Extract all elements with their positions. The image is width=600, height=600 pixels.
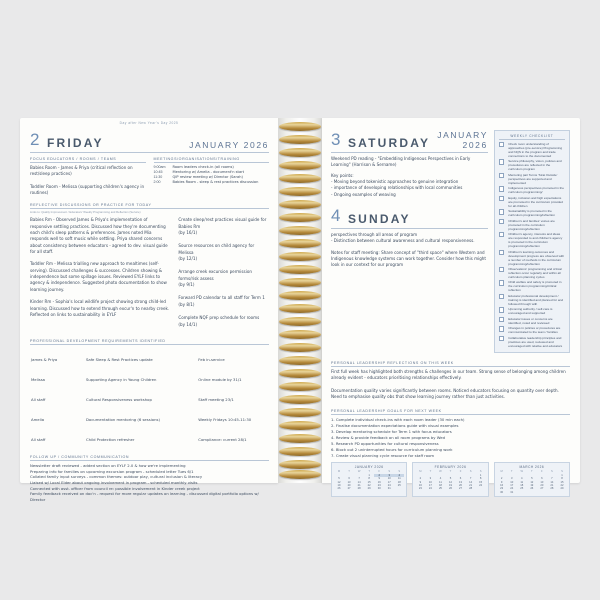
calendar-day[interactable]: 12 [337, 480, 341, 484]
calendar-day[interactable]: 25 [520, 487, 524, 491]
pd-cell-staff: Amelia [31, 416, 45, 422]
calendar-day[interactable]: 9 [378, 477, 380, 481]
calendar-day[interactable]: 10 [510, 480, 514, 484]
action-item-title: Arrange creek excursion permission forms/risk assess [178, 269, 252, 281]
goals-section [331, 409, 570, 458]
calendar-day[interactable]: 7 [358, 477, 360, 481]
calendar-day[interactable]: 31 [387, 487, 391, 491]
mini-calendar-march[interactable] [494, 462, 570, 497]
checklist-item[interactable] [499, 326, 565, 334]
checklist-label: Check room understanding of approaches (pre-service) Programming and NQS in the program and trade connections to the documented [508, 142, 563, 159]
action-item-meta: (by 8/1) [178, 301, 195, 307]
calendar-day[interactable]: 28 [469, 487, 473, 491]
calendar-week-row [497, 491, 567, 494]
left-page [20, 118, 278, 502]
saturday-note: Key points: [331, 172, 354, 178]
saturday-note: Weekend PD reading - "Embedding Indigenous Perspectives in Early Learning" (Harrison & Sername) [331, 156, 471, 168]
checklist-item[interactable] [499, 173, 565, 185]
action-item [178, 243, 269, 262]
calendar-day [517, 491, 527, 494]
focus-header: FOCUS EDUCATORS / ROOMS / TEAMS [30, 157, 146, 163]
reflective-note-1: Babies Rm - Observed James & Priya's implementation of responsive settling practices. Discussed how they're documenting each child's sleep patterns & preferences. James noted Mia responds well to soft music while settling. Priya shared concerns about consistency between educators - agreed to dev. visual guide for all staff. [30, 217, 168, 255]
calendar-day[interactable]: 15 [560, 480, 564, 484]
pd-header: PROFESSIONAL DEVELOPMENT REQUIREMENTS IDENTIFIED [30, 339, 269, 345]
action-item-title: Complete NQF prep schedule for rooms [178, 315, 260, 321]
checklist-item[interactable] [499, 186, 565, 194]
calendar-day[interactable]: 2 [374, 474, 384, 477]
calendar-dow: W [357, 470, 361, 474]
calendar-day[interactable]: 4 [521, 477, 523, 481]
checklist-label: Sustainability is promoted in the curriculum programming/reflection [508, 209, 555, 218]
calendar-day[interactable]: 27 [459, 487, 463, 491]
calendar-dow: T [429, 470, 432, 474]
schedule-list [154, 165, 270, 184]
checklist-label: Child welfare and safety is promoted in the curriculum programming/critical reflection [508, 280, 562, 293]
calendar-day[interactable]: 23 [500, 487, 504, 491]
weekly-checklist-header: WEEKLY CHECKLIST [499, 134, 565, 140]
schedule-text: QIP review meeting w/ Director (Sarah) [172, 175, 243, 179]
saturday-header [331, 130, 488, 150]
calendar-day[interactable]: 16 [377, 480, 381, 484]
checklist-label: Observations' programming and critical reflection occur regularly and within all curriculum planning cycles [508, 266, 562, 279]
calendar-day[interactable]: 23 [418, 487, 422, 491]
calendar-dow: T [449, 470, 452, 474]
calendar-day[interactable]: 21 [550, 483, 554, 487]
reflections-section [331, 361, 570, 400]
goal-item: 2. Finalise documentation expectations guide with visual examples [331, 423, 459, 429]
calendar-day [547, 491, 557, 494]
sunday-day-name: SUNDAY [347, 212, 411, 227]
calendar-day[interactable]: 26 [448, 487, 452, 491]
reflective-columns [30, 217, 269, 330]
saturday-note: - Moving beyond tokenistic approaches to genuine integration [331, 179, 459, 185]
reflective-section [30, 203, 269, 330]
calendar-day[interactable]: 1 [479, 473, 482, 477]
pd-table-row [30, 427, 269, 447]
action-item-title: Source resources on child agency for Melissa [178, 243, 255, 255]
sunday-day-number: 4 [331, 206, 341, 226]
schedule-time: 2:00 [153, 180, 161, 184]
sunday-note: - Distinction between cultural awareness and cultural responsiveness. [331, 238, 475, 244]
checkbox-icon[interactable] [499, 159, 504, 164]
checklist-item[interactable] [499, 280, 565, 292]
community-header: FOLLOW UP / COMMUNITY COMMUNICATION [30, 455, 269, 461]
checkbox-icon[interactable] [499, 196, 504, 201]
header-rule [30, 152, 269, 153]
pd-table-row [30, 407, 269, 427]
calendar-day[interactable]: 18 [520, 483, 524, 487]
checklist-label: Changes in policies or procedures are communicated to the team / families [508, 326, 561, 335]
right-page-content [322, 118, 580, 494]
calendar-day[interactable]: 20 [347, 483, 351, 487]
checkbox-icon[interactable] [499, 142, 504, 147]
reflective-note-3: Kinder Rm - Sophia's local wildlife project showing strong child-led learning. Discussed how to extend through excur'n to nearby creek. Reflected on links to sustainability in EYLF [30, 299, 170, 317]
calendar-day[interactable]: 28 [357, 487, 361, 491]
calendar-day[interactable]: 15 [479, 480, 483, 484]
calendar-day[interactable]: 10 [428, 480, 432, 484]
day-name: FRIDAY [46, 136, 104, 150]
mini-calendar-february[interactable] [412, 462, 488, 497]
checklist-label: Equity, inclusion and high expectations are promoted in the curriculum provided for all children [508, 195, 563, 208]
reflective-header: REFLECTIVE DISCUSSIONS OR PRACTICE FOR TODAY [30, 203, 269, 209]
calendar-day[interactable]: 22 [479, 483, 483, 487]
calendar-day[interactable]: 21 [469, 483, 473, 487]
calendar-day[interactable]: 11 [520, 480, 524, 484]
left-page-content [20, 118, 278, 502]
goal-item: 7. Create visual planning cycle resource for staff room [331, 452, 435, 458]
calendar-dow: F [459, 470, 462, 474]
calendar-dow: T [368, 470, 370, 474]
pd-cell-timeline: Compliance: current 28/1 [198, 436, 247, 442]
calendar-day[interactable]: 16 [500, 483, 504, 487]
checkbox-icon[interactable] [499, 209, 504, 214]
schedule-time: 9:00am [153, 165, 166, 169]
calendar-day[interactable]: 13 [347, 480, 351, 484]
community-note: Preparing info for families on upcoming excursion program - scheduled letter Tues 6/1 [30, 468, 194, 474]
reflections-paragraph: Documentation quality varies significantly between rooms. Noticed educators focusing on quantity over depth. Need to emphasise quality obs that show learning journey rather than just activities. [331, 387, 559, 399]
checklist-item[interactable] [499, 196, 565, 208]
calendar-day[interactable]: 22 [367, 483, 371, 487]
calendar-day[interactable]: 30 [500, 490, 504, 494]
calendar-day[interactable]: 24 [387, 483, 391, 487]
calendar-day[interactable]: 9 [500, 480, 503, 484]
sunday-note: perspectives through all areas of program [331, 232, 418, 238]
calendar-day[interactable]: 10 [387, 477, 391, 481]
reflective-note-2: Toddler Rm - Melissa trialling new approach to mealtimes (self-serving). Discussed challenges & successes. Children showing & independence but some spillage issues. Reviewed EYLF links to agency & independence. Suggested photo documentation to show learning journey. [30, 261, 167, 292]
calendar-dow: S [551, 470, 553, 474]
calendar-day[interactable]: 27 [347, 487, 351, 491]
checkbox-icon[interactable] [499, 336, 504, 341]
calendar-day [476, 487, 486, 490]
action-item-meta: (by 12/1) [178, 256, 198, 262]
calendar-day[interactable]: 9 [419, 480, 422, 484]
action-items-column [178, 217, 269, 330]
pd-cell-timeline: Weekly Fridays 10:45-11:30 [198, 416, 252, 422]
calendar-day[interactable]: 17 [387, 480, 391, 484]
checkbox-icon[interactable] [499, 307, 504, 312]
checkbox-icon[interactable] [499, 267, 504, 272]
checklist-label: Collaborative leadership principles and practices are used, reviewed and encouraged with relative and educators [508, 335, 563, 348]
schedule-time: 10:45 [153, 170, 163, 174]
weekly-checklist-panel [494, 130, 570, 353]
calendar-month-label: JANUARY 2026 [354, 465, 384, 470]
calendar-day[interactable]: 4 [439, 477, 442, 481]
checklist-item[interactable] [499, 219, 565, 231]
calendar-dow: S [388, 470, 391, 474]
goals-header: PERSONAL LEADERSHIP GOALS FOR NEXT WEEK [331, 409, 570, 415]
sunday-header [331, 206, 488, 226]
calendar-day[interactable]: 11 [397, 477, 401, 481]
planner-spread [20, 118, 580, 502]
calendar-day[interactable]: 17 [428, 483, 432, 487]
schedule-row [154, 180, 270, 184]
calendar-day [527, 491, 537, 494]
calendar-day[interactable]: 29 [367, 487, 371, 491]
goal-item: 6. Block out 2 uninterrupted hours for curriculum planning work [331, 446, 453, 452]
action-item-meta: (by 9/1) [178, 282, 195, 288]
checklist-item[interactable] [499, 267, 565, 279]
pd-table-row [30, 387, 269, 407]
checkbox-icon[interactable] [499, 280, 504, 285]
pd-col-staff: James & Priya [31, 356, 58, 362]
checklist-item[interactable] [499, 294, 565, 306]
calendar-day[interactable]: 15 [367, 480, 371, 484]
checklist-item[interactable] [499, 250, 565, 266]
calendar-day[interactable]: 8 [368, 477, 370, 481]
month-year: JANUARY 2026 [189, 140, 269, 150]
pd-cell-staff: All staff [31, 436, 46, 442]
spiral-binding [278, 118, 322, 483]
saturday-day-number: 3 [331, 130, 341, 149]
schedule-row [154, 165, 270, 169]
reflective-subheader: Links to: Quality Improvement / Educators' Weekly Programming and Reflection (Service) [30, 210, 141, 215]
calendar-grid [497, 470, 567, 494]
checklist-label: Educator professional development / training is identified and planned for and followed through with [508, 293, 564, 306]
calendar-week-row [415, 487, 485, 490]
schedule-row [154, 175, 270, 179]
checklist-item[interactable] [499, 317, 565, 325]
checklist-label: Children's agency, interests and ideas are responded to and children's agency is promoted in the curriculum programming/reflection [508, 232, 563, 249]
mini-calendar-january[interactable] [331, 462, 407, 497]
banner-text: Day after New Year's Day 2025 [119, 121, 179, 125]
calendar-day[interactable]: 26 [337, 487, 341, 491]
schedule-time: 11:30 [153, 175, 163, 179]
calendar-dow: M [419, 470, 422, 474]
calendar-day [537, 491, 547, 494]
calendar-dow: T [530, 470, 533, 474]
checklist-label: Indigenous perspectives promoted in the curriculum programming/ [508, 186, 564, 195]
checkbox-icon[interactable] [499, 232, 504, 237]
checklist-item[interactable] [499, 232, 565, 248]
calendar-day[interactable]: 7 [551, 477, 553, 481]
checkbox-icon[interactable] [499, 317, 504, 322]
checklist-label: Children's and families' voices are promoted in the curriculum programming/reflection [508, 218, 555, 231]
checkbox-icon[interactable] [499, 294, 504, 299]
saturday-day-name: SATURDAY [347, 136, 431, 150]
calendar-day[interactable]: 19 [337, 483, 341, 487]
pd-cell-staff: Melissa [31, 376, 46, 382]
checklist-item[interactable] [499, 307, 565, 315]
calendar-month-label: MARCH 2026 [519, 465, 545, 470]
calendar-day[interactable]: 12 [448, 480, 452, 484]
action-item [178, 315, 269, 328]
focus-meetings-row [30, 157, 269, 196]
checklist-label: Children's learning outcomes and development progress are observed with a number of methods in the curriculum programming/reflection [508, 249, 565, 266]
calendar-day[interactable]: 11 [439, 480, 442, 484]
schedule-row [154, 170, 270, 174]
calendar-day[interactable]: 24 [428, 487, 432, 491]
calendar-dow: M [500, 470, 503, 474]
calendar-day[interactable]: 20 [540, 483, 544, 487]
checklist-label: Upcoming authority / self-care is encouraged and supported [508, 307, 553, 316]
right-page [322, 118, 580, 494]
calendar-day[interactable]: 16 [418, 483, 422, 487]
calendar-month-label: FEBRUARY 2026 [434, 465, 467, 470]
calendar-day[interactable]: 19 [448, 483, 452, 487]
community-note: Newsletter draft reviewed - added section on EYLF 2.0 & how we're implementing [30, 462, 186, 468]
weekly-checklist [494, 130, 570, 353]
calendar-day[interactable]: 7 [469, 477, 472, 481]
mini-calendars [331, 462, 570, 497]
action-item [178, 217, 269, 236]
calendar-week-row [334, 487, 404, 490]
calendar-dow: T [510, 470, 513, 474]
calendar-day[interactable]: 20 [459, 483, 463, 487]
pd-cell-timeline: Online module by 31/1 [198, 376, 242, 382]
calendar-day[interactable]: 1 [368, 473, 370, 477]
reflections-paragraph: First full week has highlighted both strengths & challenges in our team. Strong sense of belonging among children already evident - educators prioritising relationships effectively. [331, 368, 566, 381]
community-section [30, 455, 269, 503]
calendar-day[interactable]: 3 [429, 477, 432, 481]
calendar-dow: S [398, 470, 401, 474]
weekend-column [331, 130, 488, 353]
action-item-title: Forward PD calendar to all staff for Term 1 [178, 295, 265, 301]
calendar-day[interactable]: 14 [550, 480, 554, 484]
calendar-day [557, 491, 567, 494]
pd-cell-requirement: Child Protection refresher [85, 436, 135, 442]
checklist-item[interactable] [499, 336, 565, 348]
pd-cell-staff: All staff [31, 396, 46, 402]
pd-cell-requirement: Cultural Responsiveness workshop [85, 396, 152, 402]
calendar-day[interactable]: 8 [479, 477, 482, 481]
calendar-dow: S [561, 470, 563, 474]
calendar-day[interactable]: 22 [560, 483, 564, 487]
action-item [178, 269, 269, 288]
action-item [178, 295, 269, 308]
calendar-day[interactable]: 31 [510, 490, 514, 494]
calendar-day[interactable]: 18 [438, 483, 442, 487]
calendar-day[interactable]: 2 [419, 477, 422, 481]
calendar-day[interactable]: 21 [357, 483, 361, 487]
calendar-day[interactable]: 5 [338, 477, 340, 481]
calendar-grid [415, 470, 485, 490]
pd-table [30, 347, 269, 447]
checklist-item[interactable] [499, 209, 565, 217]
saturday-note: - importance of developing relationships with local communities [331, 185, 463, 191]
calendar-dow: T [348, 470, 350, 474]
calendar-day[interactable]: 8 [561, 477, 563, 481]
checkbox-icon[interactable] [499, 186, 504, 191]
calendar-day [394, 487, 404, 490]
checkbox-icon[interactable] [499, 219, 504, 224]
checkbox-icon[interactable] [499, 173, 504, 178]
calendar-day[interactable]: 12 [530, 480, 534, 484]
pd-col-timeline: Feb in-service [198, 356, 225, 362]
calendar-day[interactable]: 18 [397, 480, 401, 484]
goal-item: 1. Complete individual check-ins with each room leader (30 min each) [331, 417, 465, 423]
calendar-day[interactable]: 19 [530, 483, 534, 487]
day-number: 2 [30, 130, 40, 149]
action-item-meta: (by 14/1) [178, 321, 198, 327]
focus-note-2: Toddler Room - Melissa (supporting children's agency in routines) [30, 183, 145, 196]
saturday-month-year: JANUARY 2026 [437, 130, 488, 150]
calendar-day[interactable]: 27 [540, 487, 544, 491]
action-item-meta: (by 16/1) [178, 230, 198, 236]
calendar-day[interactable]: 30 [377, 487, 381, 491]
meetings-header: MEETINGS/ORGANISATIONS/TRAINING [154, 157, 270, 163]
calendar-dow: M [337, 470, 341, 474]
calendar-day[interactable]: 14 [357, 480, 361, 484]
calendar-dow: W [520, 470, 524, 474]
calendar-day[interactable]: 4 [394, 474, 404, 477]
calendar-day[interactable]: 5 [531, 477, 533, 481]
calendar-day[interactable]: 25 [438, 487, 442, 491]
schedule-text: Babies Room - sleep & rest practices discussion [172, 180, 259, 184]
calendar-dow: F [541, 470, 543, 474]
calendar-dow: F [378, 470, 381, 474]
focus-column [30, 157, 146, 196]
checkbox-icon[interactable] [499, 326, 504, 331]
saturday-note: - Ongoing examples of weaving [331, 191, 396, 197]
pd-cell-requirement: Supporting Agency in Young Children [85, 376, 157, 382]
calendar-day[interactable]: 17 [510, 483, 514, 487]
calendar-day[interactable]: 14 [469, 480, 473, 484]
action-item-title: Create sleep/rest practices visual guide for Babies Rm [178, 217, 267, 229]
meetings-column [154, 157, 270, 196]
right-top-row [331, 130, 570, 353]
checklist-item[interactable] [499, 159, 565, 171]
focus-note-1: Babies Room - James & Priya (critical reflection on rest/sleep practices) [30, 165, 133, 177]
goal-item: 5. Research PD opportunities for cultural responsiveness [331, 440, 439, 446]
calendar-day[interactable]: 3 [384, 474, 394, 477]
calendar-day[interactable]: 23 [377, 483, 381, 487]
calendar-dow: W [439, 470, 442, 474]
reflective-notes-column [30, 217, 170, 330]
reflections-header: PERSONAL LEADERSHIP REFLECTIONS ON THIS WEEK [331, 361, 570, 367]
calendar-day[interactable]: 6 [348, 477, 350, 481]
pd-col-requirement: Safe Sleep & Rest Practices update [85, 356, 153, 362]
calendar-dow: S [469, 470, 472, 474]
community-note: Connected with asst. officer from council re: possible involvement in Kinder creek project [30, 485, 200, 491]
pd-cell-requirement: Documentation mentoring (6 sessions) [85, 416, 160, 422]
calendar-day[interactable]: 13 [540, 480, 544, 484]
calendar-day[interactable]: 28 [550, 487, 554, 491]
calendar-day[interactable]: 13 [459, 480, 463, 484]
checklist-label: Service philosophy, vision, policies and procedures are reflected in the curriculum program [508, 159, 562, 172]
calendar-day[interactable]: 25 [397, 483, 401, 487]
calendar-day[interactable]: 3 [510, 477, 513, 481]
schedule-text: Mentoring w/ Amelia - document'n start [172, 170, 245, 174]
pd-table-header-row [30, 347, 269, 367]
checklist-label: Mentoring pair Terms 'Strat Outside' perspectives are supported and implemented [508, 172, 558, 185]
pd-section [30, 339, 269, 447]
pd-table-row [30, 367, 269, 387]
checkbox-icon[interactable] [499, 250, 504, 255]
calendar-grid [334, 470, 404, 490]
left-date-header [30, 130, 269, 150]
calendar-dow: S [479, 470, 482, 474]
calendar-day[interactable]: 24 [510, 487, 514, 491]
calendar-day[interactable]: 2 [500, 477, 503, 481]
calendar-day[interactable]: 1 [561, 473, 563, 477]
community-note: Liaised w/ Local Elder about ongoing involvement in program - scheduled monthly visits [30, 479, 198, 485]
schedule-text: Room leaders check-in (all rooms) [172, 165, 234, 169]
goal-item: 3. Develop mentoring schedule for Term 1 with focus educators [331, 429, 452, 435]
community-note: Collated family input surveys - common themes: outdoor play, cultural inclusion & literacy [30, 474, 203, 480]
goal-item: 4. Review & provide feedback on all room programs by Wed [331, 434, 446, 440]
calendar-day[interactable]: 6 [541, 477, 543, 481]
sunday-note: Notes for staff meeting: Share concept of "third space" where Western and Indigenous knowledge systems can work together. Consider how this might look in our context for our program [331, 249, 486, 268]
checklist-label: Educator issues or concerns are identified, noted and reviewed [508, 316, 553, 325]
pd-cell-timeline: Staff meeting 23/1 [198, 396, 234, 402]
checklist-item[interactable] [499, 142, 565, 158]
calendar-day[interactable]: 5 [449, 477, 452, 481]
community-note: Family feedback received on doc'n - request for more regular updates on learning - discussed digital portfolio options w/ Director [30, 491, 259, 502]
calendar-day[interactable]: 6 [459, 477, 462, 481]
calendar-day[interactable]: 29 [560, 487, 564, 491]
calendar-day[interactable]: 26 [530, 487, 534, 491]
